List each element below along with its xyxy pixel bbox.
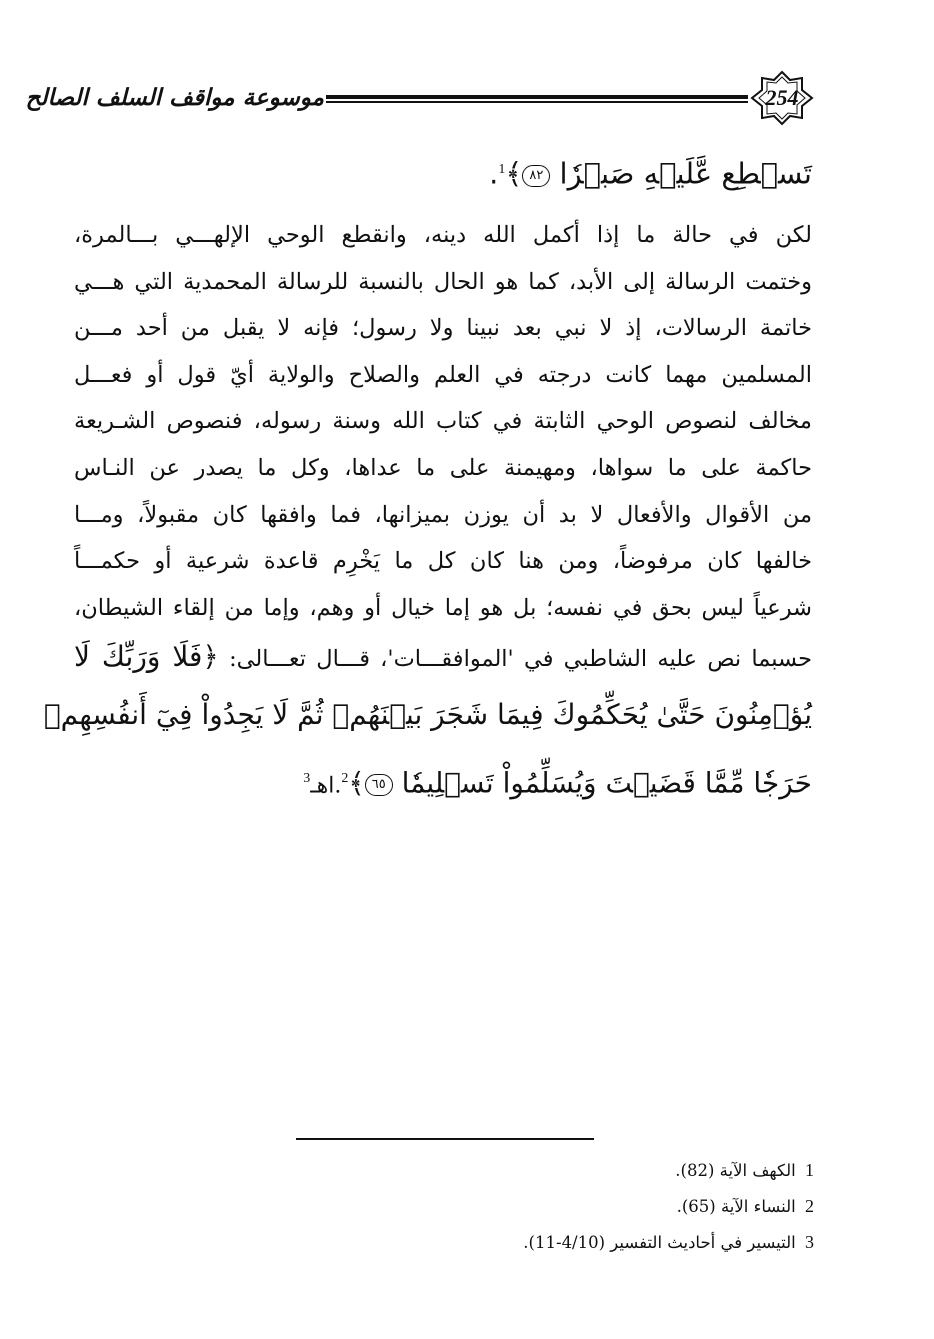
quran-line-final: حَرَجٗا مِّمَّا قَضَيۡتَ وَيُسَلِّمُواْ تَسۡلِيمٗا ٦٥﴾$^2$.اهـ$^3$	[303, 766, 812, 800]
text-line: لكن في حالة ما إذا أكمل الله دينه، وانقطع الوحي الإلهـــي بـــالمرة،	[74, 222, 812, 248]
verse-text: تَسۡطِع عَّلَيۡهِ صَبۡرٗا	[559, 156, 812, 191]
footnote-number: 1	[805, 1160, 814, 1180]
footnote-text: التيسير في أحاديث التفسير (4/10-11).	[523, 1233, 796, 1252]
intro-line	[74, 631, 812, 683]
footnote-text: الكهف الآية (82).	[675, 1161, 796, 1180]
footnote-ref: 2	[341, 771, 349, 787]
text-line: المسلمين مهما كانت درجته في العلم والصلاح والولاية أيّ قول أو فعـــل	[74, 361, 812, 388]
verse-fragment-top: تَسۡطِع عَّلَيۡهِ صَبۡرٗا ٨٢﴾$^1$.	[489, 156, 812, 191]
footnote-number: 2	[805, 1196, 814, 1216]
text-line: خاتمة الرسالات، إذ لا نبي بعد نبينا ولا رسول؛ فإنه لا يقبل من أحد مـــن	[74, 315, 812, 342]
intro-text: حسبما نص عليه الشاطبي في 'الموافقـــات'، قـــال تعـــالى:	[229, 646, 813, 673]
footnote-item	[214, 1188, 814, 1224]
quran-verse-block	[43, 683, 812, 811]
footnote-text: النساء الآية (65).	[676, 1197, 796, 1216]
main-paragraph	[74, 212, 812, 683]
ayah-number-mark: ٨٢	[522, 165, 550, 187]
text-line: شرعياً ليس بحق في نفسه؛ بل هو إما خيال أو وهم، وإما من إلقاء الشيطان،	[74, 594, 812, 621]
header-rule	[326, 95, 748, 103]
closing-abbrev: .اهـ	[310, 773, 342, 799]
quran-line: يُؤۡمِنُونَ حَتَّىٰ يُحَكِّمُوكَ فِيمَا شَجَرَ بَيۡنَهُمۡ ثُمَّ لَا يَجِدُواْ فِيٓ أَنفُسِهِمۡ	[43, 698, 812, 732]
footnote-item	[214, 1224, 814, 1260]
footnote-separator	[296, 1138, 594, 1140]
text-line: من الأقوال والأفعال لا بد أن يوزن بميزانها، فما وافقها كان مقبولاً، ومـــا	[74, 501, 812, 528]
footnote-number: 3	[805, 1232, 814, 1252]
footnote-item	[214, 1152, 814, 1188]
page-number-badge	[750, 70, 814, 126]
footnote-ref: 1	[498, 162, 506, 177]
page-header	[25, 70, 814, 126]
text-line: خالفها كان مرفوضاً، ومن هنا كان كل ما يَخْرِم قاعدة شرعية أو حكمـــاً	[74, 548, 812, 575]
text-line: مخالف لنصوص الوحي الثابتة في كتاب الله وسنة رسوله، فنصوص الشـريعة	[74, 408, 812, 435]
footnote-ref: 3	[303, 771, 311, 787]
quran-start: ﴿فَلَا وَرَبِّكَ لَا	[74, 640, 219, 674]
text-line: حاكمة على ما سواها، ومهيمنة على ما عداها، وكل ما يصدر عن النـاس	[74, 454, 812, 481]
page-number: 254	[765, 85, 799, 110]
quran-text: حَرَجٗا مِّمَّا قَضَيۡتَ وَيُسَلِّمُواْ تَسۡلِيمٗا	[401, 766, 812, 800]
page-body	[43, 140, 813, 811]
book-title: موسوعة مواقف السلف الصالح	[25, 85, 324, 111]
text-line: وختمت الرسالة إلى الأبد، كما هو الحال بالنسبة للرسالة المحمدية التي هـــي	[74, 268, 812, 295]
footnotes	[214, 1152, 814, 1260]
ayah-number-mark: ٦٥	[365, 774, 393, 796]
